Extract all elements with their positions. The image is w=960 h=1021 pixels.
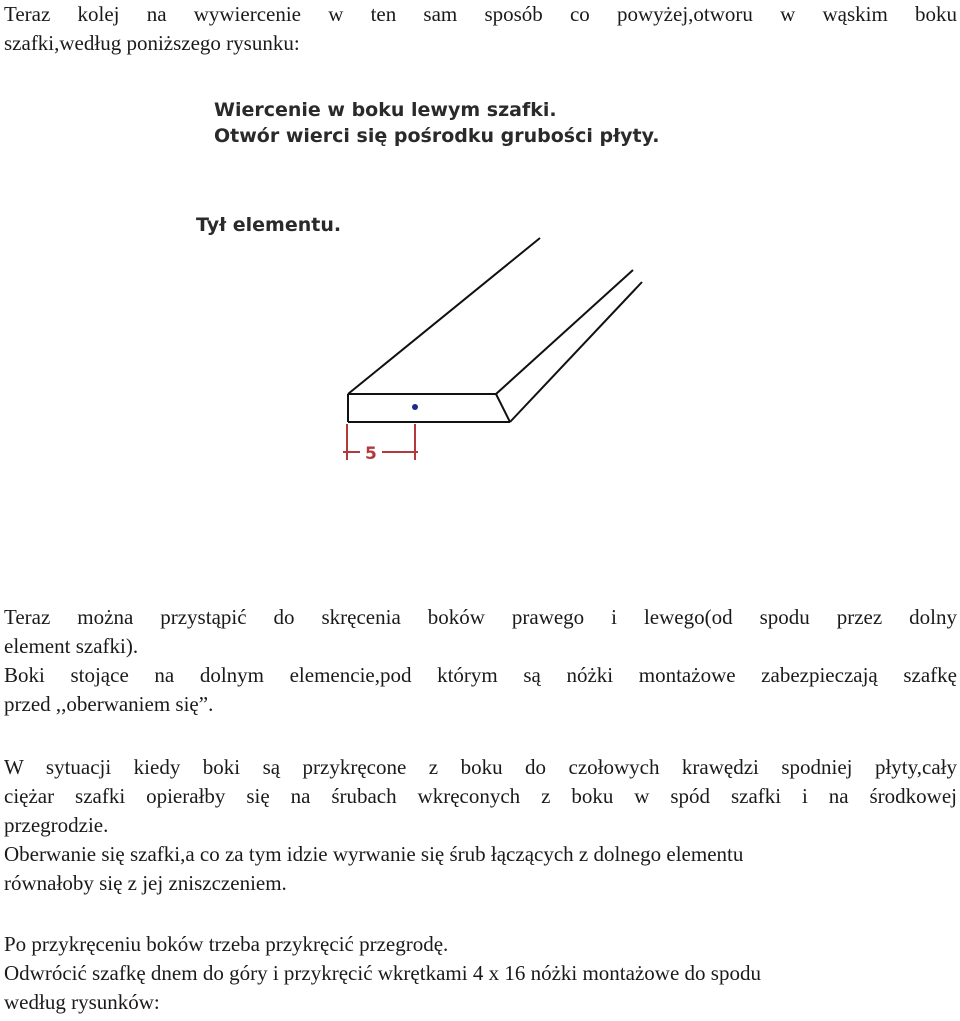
paragraph-partition — [4, 930, 957, 1017]
figure-caption-line-2: Otwór wierci się pośrodku grubości płyty. — [214, 125, 660, 147]
p3-line-2: ciężar szafki opierałby się na śrubach wkręconych z boku w spód szafki i na środkowej — [4, 784, 957, 808]
p1-line-1: Teraz można przystąpić do skręcenia boków prawego i lewego(od spodu przez dolny — [4, 605, 957, 629]
p4-line-2: równałoby się z jej zniszczeniem. — [4, 871, 287, 895]
dimension-marker — [343, 424, 418, 460]
p1-line-2: element szafki). — [4, 634, 139, 658]
dimension-label: 5 — [365, 444, 377, 464]
p3-line-1: W sytuacji kiedy boki są przykręcone z boku do czołowych krawędzi spodniej płyty,cały — [4, 755, 957, 779]
front-face-right-edge — [496, 394, 510, 422]
figure-caption-line-1: Wiercenie w boku lewym szafki. — [214, 99, 557, 121]
p3-line-3: przegrodzie. — [4, 813, 109, 837]
p2-line-2: przed ,,oberwaniem się”. — [4, 692, 214, 716]
intro-line-1: Teraz kolej na wywiercenie w ten sam sposób co powyżej,otworu w wąskim boku — [4, 2, 957, 26]
p6-line-2: według rysunków: — [4, 990, 160, 1014]
top-front-edge — [496, 270, 633, 394]
top-back-edge — [348, 238, 540, 394]
board-outline — [348, 238, 642, 422]
p6-line-1: Odwrócić szafkę dnem do góry i przykręcić wkrętkami 4 x 16 nóżki montażowe do spodu — [4, 961, 761, 985]
drill-hole-dot — [412, 404, 418, 410]
paragraph-load — [4, 753, 957, 898]
p4-line-1: Oberwanie się szafki,a co za tym idzie wyrwanie się śrub łączących z dolnego elementu — [4, 842, 744, 866]
paragraph-assembly — [4, 603, 957, 719]
bottom-front-edge — [510, 282, 642, 422]
p5-line-1: Po przykręceniu boków trzeba przykręcić przegrodę. — [4, 932, 449, 956]
back-of-element-label: Tył elementu. — [196, 214, 342, 236]
p2-line-1: Boki stojące na dolnym elemencie,pod którym są nóżki montażowe zabezpieczają szafkę — [4, 663, 957, 687]
intro-line-2: szafki,według poniższego rysunku: — [4, 31, 300, 55]
